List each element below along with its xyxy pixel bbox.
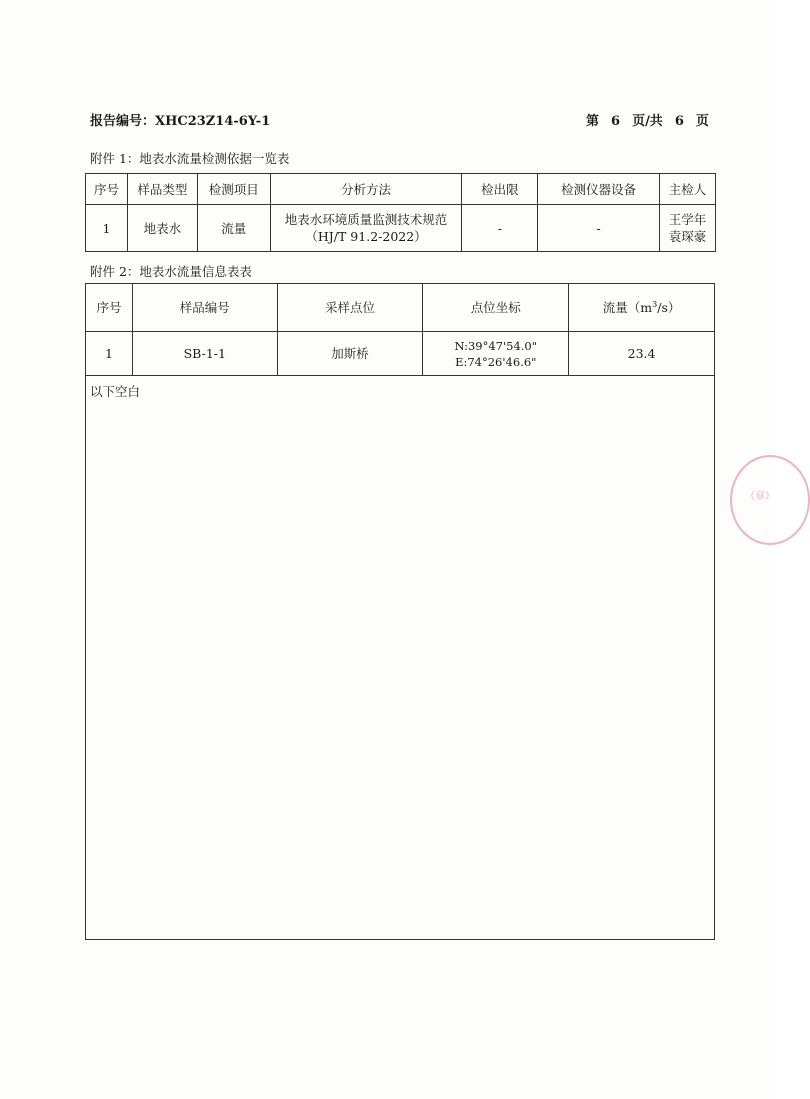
cell-instrument: -	[538, 205, 660, 252]
page-suffix: 页	[695, 114, 709, 129]
attachment1-caption: 附件 1：地表水流量检测依据一览表	[90, 151, 290, 166]
inspector-1: 王学年	[668, 212, 707, 227]
flow-header-sup: 3	[652, 299, 658, 309]
header-cell-flow	[569, 284, 715, 332]
table-row	[86, 205, 716, 252]
cell-method	[270, 205, 462, 252]
inspector-2: 袁琛豪	[668, 229, 707, 244]
coord-east: E:74°26'46.6"	[455, 354, 537, 369]
page-current: 6	[611, 114, 621, 129]
header-cell: 检测仪器设备	[538, 174, 660, 205]
method-name: 地表水环境质量监测技术规范	[284, 212, 448, 227]
seal-text: （章）	[745, 491, 775, 502]
report-number: 报告编号：XHC23Z14-6Y-1	[90, 114, 271, 129]
header-cell: 序号	[86, 284, 133, 332]
cell-sample-id: SB-1-1	[132, 332, 277, 376]
coord-north: N:39°47'54.0"	[454, 338, 538, 353]
flow-header-prefix: 流量（m	[602, 300, 653, 315]
table-header-row	[86, 174, 716, 205]
header-cell: 点位坐标	[423, 284, 569, 332]
cell-no: 1	[86, 205, 128, 252]
cell-item: 流量	[197, 205, 270, 252]
page-total: 6	[674, 114, 684, 129]
table-row	[86, 332, 715, 376]
header-cell: 采样点位	[277, 284, 423, 332]
attachment1-table	[85, 173, 716, 252]
attachment2-table	[85, 283, 715, 376]
attachment2-caption: 附件 2：地表水流量信息表表	[90, 264, 252, 279]
page-prefix: 第	[586, 114, 600, 129]
page-indicator	[586, 110, 709, 129]
header-cell: 分析方法	[270, 174, 462, 205]
header-cell: 检测项目	[197, 174, 270, 205]
page-middle: 页/共	[632, 114, 663, 129]
header-cell: 检出限	[462, 174, 538, 205]
cell-location: 加斯桥	[277, 332, 423, 376]
flow-header-suffix: /s）	[657, 300, 681, 315]
cell-flow: 23.4	[569, 332, 715, 376]
header-cell: 主检人	[660, 174, 716, 205]
method-standard: （HJ/T 91.2-2022）	[305, 229, 427, 244]
cell-sample-type: 地表水	[127, 205, 197, 252]
blank-area	[85, 376, 715, 940]
blank-note: 以下空白	[90, 384, 141, 399]
table-header-row	[86, 284, 715, 332]
header-cell: 样品编号	[132, 284, 277, 332]
header-cell: 样品类型	[127, 174, 197, 205]
cell-coords	[423, 332, 569, 376]
cell-no: 1	[86, 332, 133, 376]
header-cell: 序号	[86, 174, 128, 205]
cell-inspector	[660, 205, 716, 252]
cell-detection-limit: -	[462, 205, 538, 252]
